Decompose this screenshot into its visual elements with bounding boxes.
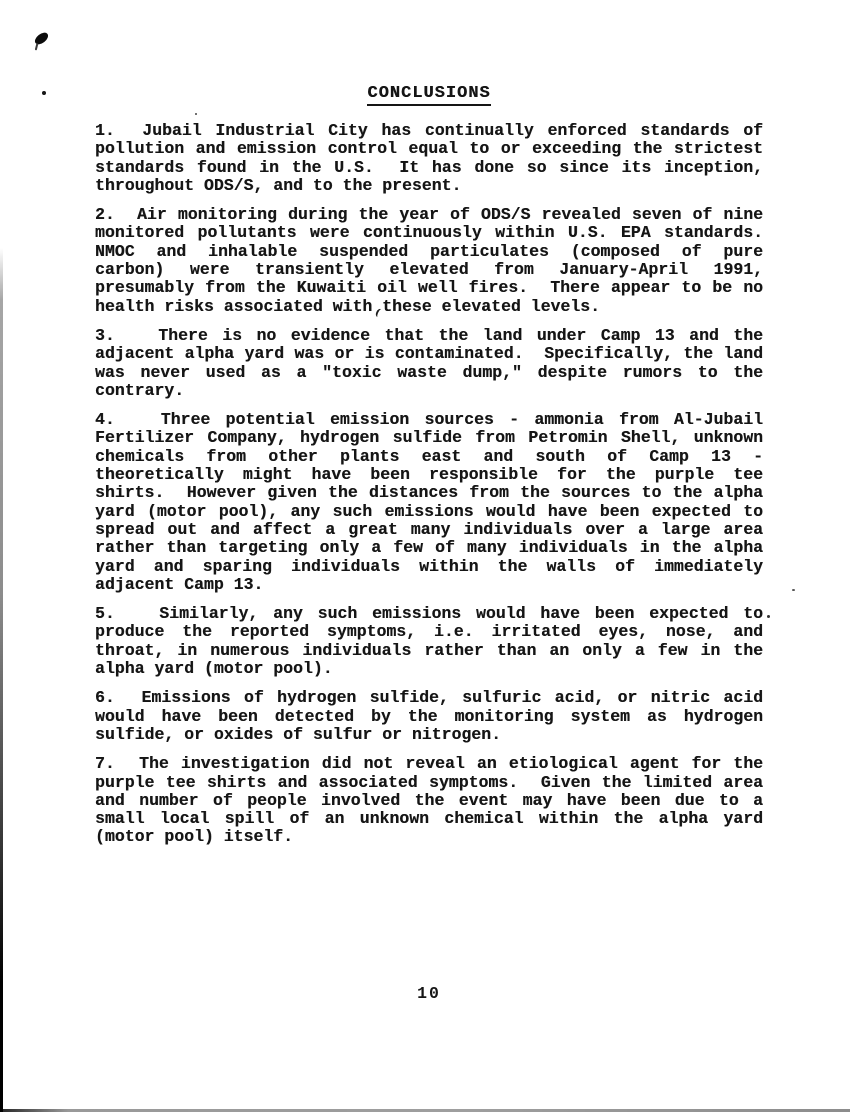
paragraph-line: NMOC and inhalable suspended particulates (composed of pure [95,241,763,261]
paragraph [95,122,763,195]
ink-speck [195,113,197,115]
title-row [95,84,763,106]
paragraph-line: theoretically might have been responsible for the purple tee [95,465,763,485]
paragraph [95,755,763,846]
paragraph [95,327,763,400]
paragraph-line: (motor pool) itself. [95,827,294,847]
paragraph [95,411,763,594]
paragraph-line: contrary. [95,380,185,400]
paragraph-line: 6. Emissions of hydrogen sulfide, sulfuric acid, or nitric acid [95,688,763,708]
scan-edge-line-left [0,248,3,1112]
paragraph-line: 7. The investigation did not reveal an etiological agent for the [95,754,763,774]
paragraph [95,689,763,744]
paragraph-line: 4. Three potential emission sources - ammonia from Al-Jubail [95,410,763,430]
paragraph-line: standards found in the U.S. It has done so since its inception, [95,157,763,177]
paragraph-line: pollution and emission control equal to or exceeding the strictest [95,139,763,159]
paragraph-line: presumably from the Kuwaiti oil well fires. There appear to be no [95,278,763,298]
paragraph-line: and number of people involved the event may have been due to a [95,790,763,810]
paragraph-line: 1. Jubail Industrial City has continually enforced standards of [95,121,763,140]
paragraph-line: carbon) were transiently elevated from January-April 1991, [95,260,763,280]
paragraph-line: health risks associated with these elevated levels. [95,296,600,316]
ink-speck [42,91,46,95]
paragraph-line: Fertilizer Company, hydrogen sulfide from Petromin Shell, unknown [95,428,763,448]
paragraph-line: yard and sparing individuals within the walls of immediately [95,556,763,576]
paragraph-line: would have been detected by the monitoring system as hydrogen [95,706,763,726]
paragraph-line: sulfide, or oxides of sulfur or nitrogen. [95,724,501,744]
page-number: 10 [417,984,441,1003]
paragraph-line: throat, in numerous individuals rather than an only a few in the [95,640,763,660]
document-body [95,122,763,847]
paragraph-line: shirts. However given the distances from the sources to the alpha [95,483,763,503]
paragraph-line: throughout ODS/S, and to the present. [95,175,462,195]
paragraph-line: 3. There is no evidence that the land under Camp 13 and the [95,325,763,345]
page-title: CONCLUSIONS [367,84,490,106]
paragraph-line: alpha yard (motor pool). [95,659,333,679]
paragraph-line: monitored pollutants were continuously within U.S. EPA standards. [95,223,763,243]
paragraph-line: rather than targeting only a few of many individuals in the alpha [95,538,763,558]
paragraph-line: 2. Air monitoring during the year of ODS/S revealed seven of nine [95,205,763,225]
paragraph [95,605,763,678]
paragraph-line: adjacent Camp 13. [95,574,264,594]
paragraph-line: yard (motor pool), any such emissions would have been expected to [95,501,763,521]
paragraph-line: small local spill of an unknown chemical within the alpha yard [95,809,763,829]
paragraph-line: adjacent alpha yard was or is contaminated. Specifically, the land [95,344,763,364]
ink-speck [792,589,795,591]
ink-blob-mark [33,30,50,46]
paragraph [95,206,763,316]
paragraph-line: 5. Similarly, any such emissions would have been expected to [95,604,763,624]
paragraph-line: produce the reported symptoms, i.e. irritated eyes, nose, and [95,622,763,642]
ink-speck [767,615,770,618]
paragraph-line: spread out and affect a great many individuals over a large area [95,519,763,539]
paragraph-line: purple tee shirts and associated symptoms. Given the limited area [95,772,763,792]
paragraph-line: chemicals from other plants east and south of Camp 13 - [95,446,763,466]
paragraph-line: was never used as a "toxic waste dump," despite rumors to the [95,362,763,382]
